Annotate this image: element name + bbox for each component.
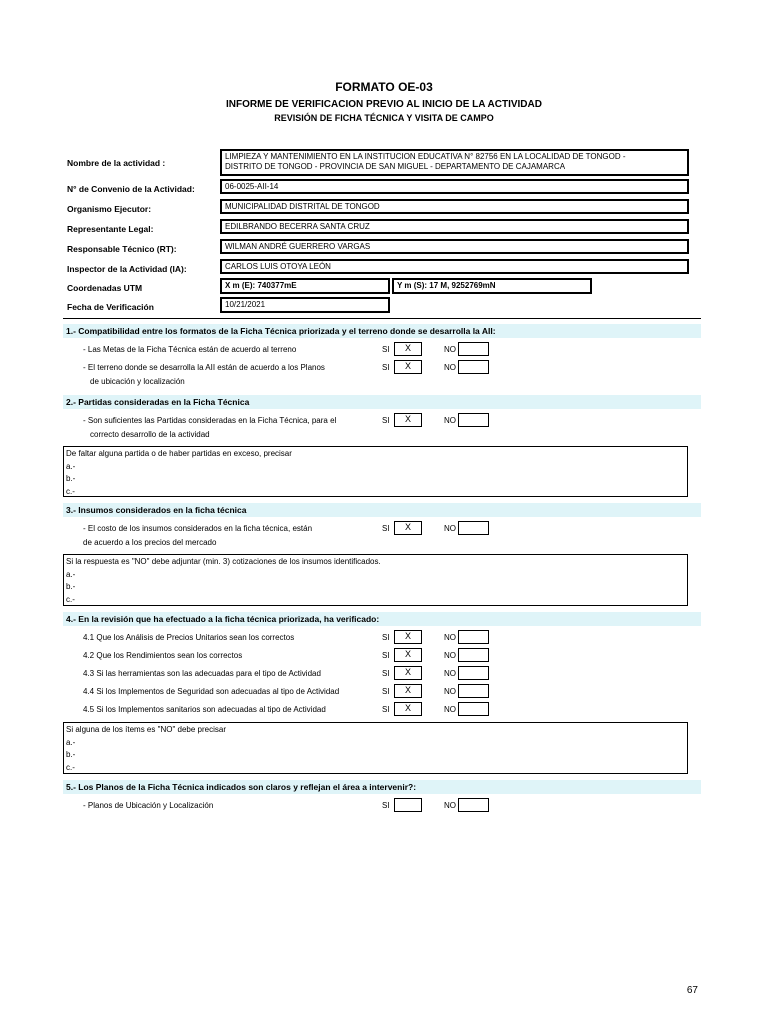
s3-obs-c: c.- (66, 594, 75, 604)
s4-q4: 4.4 Si los Implementos de Seguridad son adecuadas al tipo de Actividad (83, 687, 340, 696)
si-label: SI (382, 524, 390, 533)
s1-q2-line1: - El terreno donde se desarrolla la AII están de acuerdo a los Planos (83, 363, 325, 372)
page-number: 67 (686, 985, 698, 996)
section-2-header: 2.- Partidas consideradas en la Ficha Técnica (63, 395, 701, 409)
s2-obs-c: c.- (66, 486, 75, 496)
section-4-header: 4.- En la revisión que ha efectuado a la ficha técnica priorizada, ha verificado: (63, 612, 701, 626)
s4-q4-si-checkbox[interactable]: X (394, 684, 422, 698)
form-title: FORMATO OE-03 (335, 80, 433, 94)
s1-q2-si-checkbox[interactable]: X (394, 360, 422, 374)
s3-obs-title: Si la respuesta es "NO" debe adjuntar (min. 3) cotizaciones de los insumos identificados. (66, 557, 381, 566)
representante-field: EDILBRANDO BECERRA SANTA CRUZ (220, 219, 689, 234)
s5-q1-si-checkbox[interactable] (394, 798, 422, 812)
s2-obs-a: a.- (66, 461, 76, 471)
s1-q1-no-checkbox[interactable] (458, 342, 489, 356)
no-label: NO (444, 705, 456, 714)
s4-q2-si-checkbox[interactable]: X (394, 648, 422, 662)
s4-q5: 4.5 Si los Implementos sanitarios son adecuadas al tipo de Actividad (83, 705, 326, 714)
organismo-label: Organismo Ejecutor: (67, 204, 152, 214)
si-label: SI (382, 633, 390, 642)
s4-q3-si-checkbox[interactable]: X (394, 666, 422, 680)
si-label: SI (382, 651, 390, 660)
s4-q1: 4.1 Que los Análisis de Precios Unitarios sean los correctos (83, 633, 295, 642)
utm-label: Coordenadas UTM (67, 283, 143, 293)
s3-q1-si-checkbox[interactable]: X (394, 521, 422, 535)
s2-q1-line1: - Son suficientes las Partidas consideradas en la Ficha Técnica, para el (83, 416, 337, 425)
s2-q1-si-checkbox[interactable]: X (394, 413, 422, 427)
organismo-field: MUNICIPALIDAD DISTRITAL DE TONGOD (220, 199, 689, 214)
si-label: SI (382, 801, 390, 810)
s4-obs-a: a.- (66, 737, 76, 747)
s4-q2-no-checkbox[interactable] (458, 648, 489, 662)
divider (63, 318, 701, 319)
actividad-label: Nombre de la actividad : (67, 158, 166, 168)
s4-q3-no-checkbox[interactable] (458, 666, 489, 680)
s5-q1: - Planos de Ubicación y Localización (83, 801, 214, 810)
s4-obs-title: Si alguna de los ítems es "NO" debe precisar (66, 725, 226, 734)
si-label: SI (382, 687, 390, 696)
s4-q1-si-checkbox[interactable]: X (394, 630, 422, 644)
no-label: NO (444, 801, 456, 810)
representante-label: Representante Legal: (67, 224, 154, 234)
s4-observations-box[interactable] (63, 722, 688, 774)
no-label: NO (444, 363, 456, 372)
utm-y-field: Y m (S): 17 M, 9252769mN (392, 278, 592, 294)
actividad-line-1: LIMPIEZA Y MANTENIMIENTO EN LA INSTITUCION EDUCATIVA N° 82756 EN LA LOCALIDAD DE TONGOD - (225, 152, 626, 161)
s4-obs-b: b.- (66, 750, 76, 759)
inspector-label: Inspector de la Actividad (IA): (67, 264, 187, 274)
s2-obs-title: De faltar alguna partida o de haber partidas en exceso, precisar (66, 449, 292, 458)
responsable-field: WILMAN ANDRÉ GUERRERO VARGAS (220, 239, 689, 254)
s4-q1-no-checkbox[interactable] (458, 630, 489, 644)
no-label: NO (444, 345, 456, 354)
responsable-label: Responsable Técnico (RT): (67, 244, 177, 254)
s4-q2: 4.2 Que los Rendimientos sean los correctos (83, 651, 243, 660)
s3-q1-line1: - El costo de los insumos considerados en la ficha técnica, están (83, 524, 313, 533)
no-label: NO (444, 524, 456, 533)
s5-q1-no-checkbox[interactable] (458, 798, 489, 812)
section-5-header: 5.- Los Planos de la Ficha Técnica indicados son claros y reflejan el área a intervenir?: (63, 780, 701, 794)
no-label: NO (444, 416, 456, 425)
s3-obs-a: a.- (66, 569, 76, 579)
si-label: SI (382, 345, 390, 354)
s3-q1-no-checkbox[interactable] (458, 521, 489, 535)
form-subtitle: INFORME DE VERIFICACION PREVIO AL INICIO DE LA ACTIVIDAD (226, 99, 542, 110)
s2-obs-b: b.- (66, 474, 76, 483)
fecha-field: 10/21/2021 (220, 297, 390, 313)
s3-q1-line2: de acuerdo a los precios del mercado (83, 538, 217, 547)
s1-q1-si-checkbox[interactable]: X (394, 342, 422, 356)
s2-observations-box[interactable] (63, 446, 688, 497)
convenio-label: N° de Convenio de la Actividad: (67, 184, 195, 194)
s4-obs-c: c.- (66, 762, 75, 772)
no-label: NO (444, 669, 456, 678)
s1-q2-line2: de ubicación y localización (90, 377, 185, 386)
s4-q5-no-checkbox[interactable] (458, 702, 489, 716)
utm-x-field: X m (E): 740377mE (220, 278, 390, 294)
si-label: SI (382, 363, 390, 372)
actividad-line-2: DISTRITO DE TONGOD - PROVINCIA DE SAN MIGUEL - DEPARTAMENTO DE CAJAMARCA (225, 162, 566, 171)
s1-q1: - Las Metas de la Ficha Técnica están de acuerdo al terreno (83, 345, 297, 354)
s4-q4-no-checkbox[interactable] (458, 684, 489, 698)
form-subtitle-2: REVISIÓN DE FICHA TÉCNICA Y VISITA DE CAMPO (274, 113, 494, 123)
s2-q1-no-checkbox[interactable] (458, 413, 489, 427)
s2-q1-line2: correcto desarrollo de la actividad (90, 430, 210, 439)
inspector-field: CARLOS LUIS OTOYA LEÓN (220, 259, 689, 274)
section-1-header: 1.- Compatibilidad entre los formatos de la Ficha Técnica priorizada y el terreno donde se desarrolla la AII: (63, 324, 701, 338)
s1-q2-no-checkbox[interactable] (458, 360, 489, 374)
si-label: SI (382, 416, 390, 425)
si-label: SI (382, 705, 390, 714)
no-label: NO (444, 651, 456, 660)
s4-q5-si-checkbox[interactable]: X (394, 702, 422, 716)
no-label: NO (444, 687, 456, 696)
convenio-field: 06-0025-AII-14 (220, 179, 689, 194)
si-label: SI (382, 669, 390, 678)
s3-observations-box[interactable] (63, 554, 688, 606)
s3-obs-b: b.- (66, 582, 76, 591)
section-3-header: 3.- Insumos considerados en la ficha técnica (63, 503, 701, 517)
actividad-field (220, 149, 689, 176)
fecha-label: Fecha de Verificación (67, 302, 154, 312)
no-label: NO (444, 633, 456, 642)
s4-q3: 4.3 Si las herramientas son las adecuadas para el tipo de Actividad (83, 669, 321, 678)
